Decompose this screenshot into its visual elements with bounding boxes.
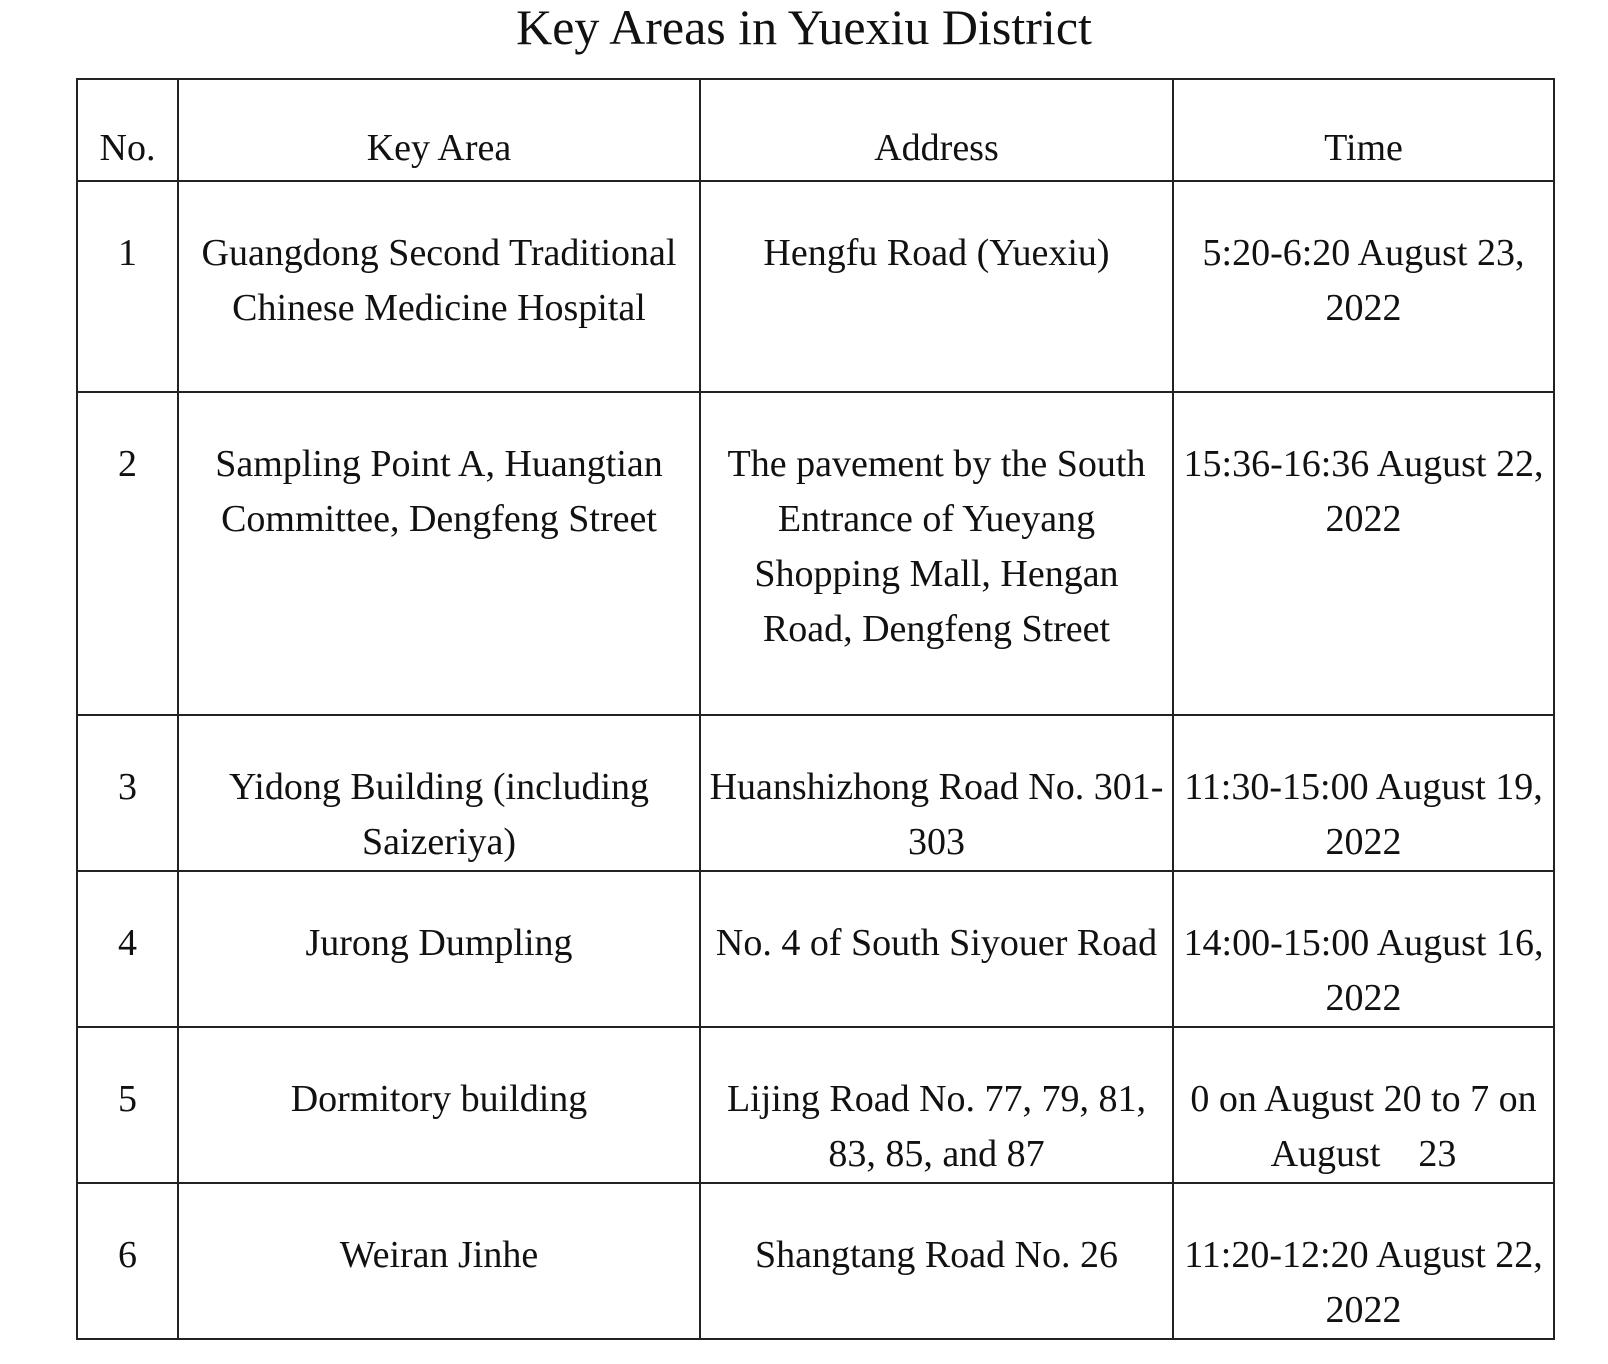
cell-no: 4: [77, 871, 178, 1027]
cell-time: 14:00-15:00 August 16, 2022: [1173, 871, 1554, 1027]
key-areas-table: [76, 78, 1555, 1340]
cell-key-area: Jurong Dumpling: [178, 871, 700, 1027]
cell-time: 11:20-12:20 August 22, 2022: [1173, 1183, 1554, 1339]
cell-time: 5:20-6:20 August 23, 2022: [1173, 181, 1554, 392]
cell-time: 15:36-16:36 August 22, 2022: [1173, 392, 1554, 715]
document-title: Key Areas in Yuexiu District: [516, 0, 1092, 55]
table-row: [77, 1183, 1554, 1339]
cell-no: 5: [77, 1027, 178, 1183]
cell-time: 11:30-15:00 August 19, 2022: [1173, 715, 1554, 871]
table-row: [77, 1027, 1554, 1183]
cell-address: The pavement by the South Entrance of Yueyang Shopping Mall, Hengan Road, Dengfeng Street: [700, 392, 1173, 715]
table-row: [77, 871, 1554, 1027]
cell-address: Huanshizhong Road No. 301-303: [700, 715, 1173, 871]
table-header-row: [77, 79, 1554, 181]
cell-key-area: Guangdong Second Traditional Chinese Medicine Hospital: [178, 181, 700, 392]
cell-time: 0 on August 20 to 7 on August 23: [1173, 1027, 1554, 1183]
cell-address: Lijing Road No. 77, 79, 81, 83, 85, and 87: [700, 1027, 1173, 1183]
table-row: [77, 181, 1554, 392]
header-address: Address: [700, 79, 1173, 181]
header-key-area: Key Area: [178, 79, 700, 181]
cell-key-area: Sampling Point A, Huangtian Committee, Dengfeng Street: [178, 392, 700, 715]
cell-key-area: Yidong Building (including Saizeriya): [178, 715, 700, 871]
cell-key-area: Weiran Jinhe: [178, 1183, 700, 1339]
table-row: [77, 392, 1554, 715]
cell-no: 6: [77, 1183, 178, 1339]
cell-address: Shangtang Road No. 26: [700, 1183, 1173, 1339]
header-time: Time: [1173, 79, 1554, 181]
cell-no: 3: [77, 715, 178, 871]
cell-address: No. 4 of South Siyouer Road: [700, 871, 1173, 1027]
cell-no: 2: [77, 392, 178, 715]
table-row: [77, 715, 1554, 871]
header-no: No.: [77, 79, 178, 181]
cell-no: 1: [77, 181, 178, 392]
cell-address: Hengfu Road (Yuexiu): [700, 181, 1173, 392]
cell-key-area: Dormitory building: [178, 1027, 700, 1183]
